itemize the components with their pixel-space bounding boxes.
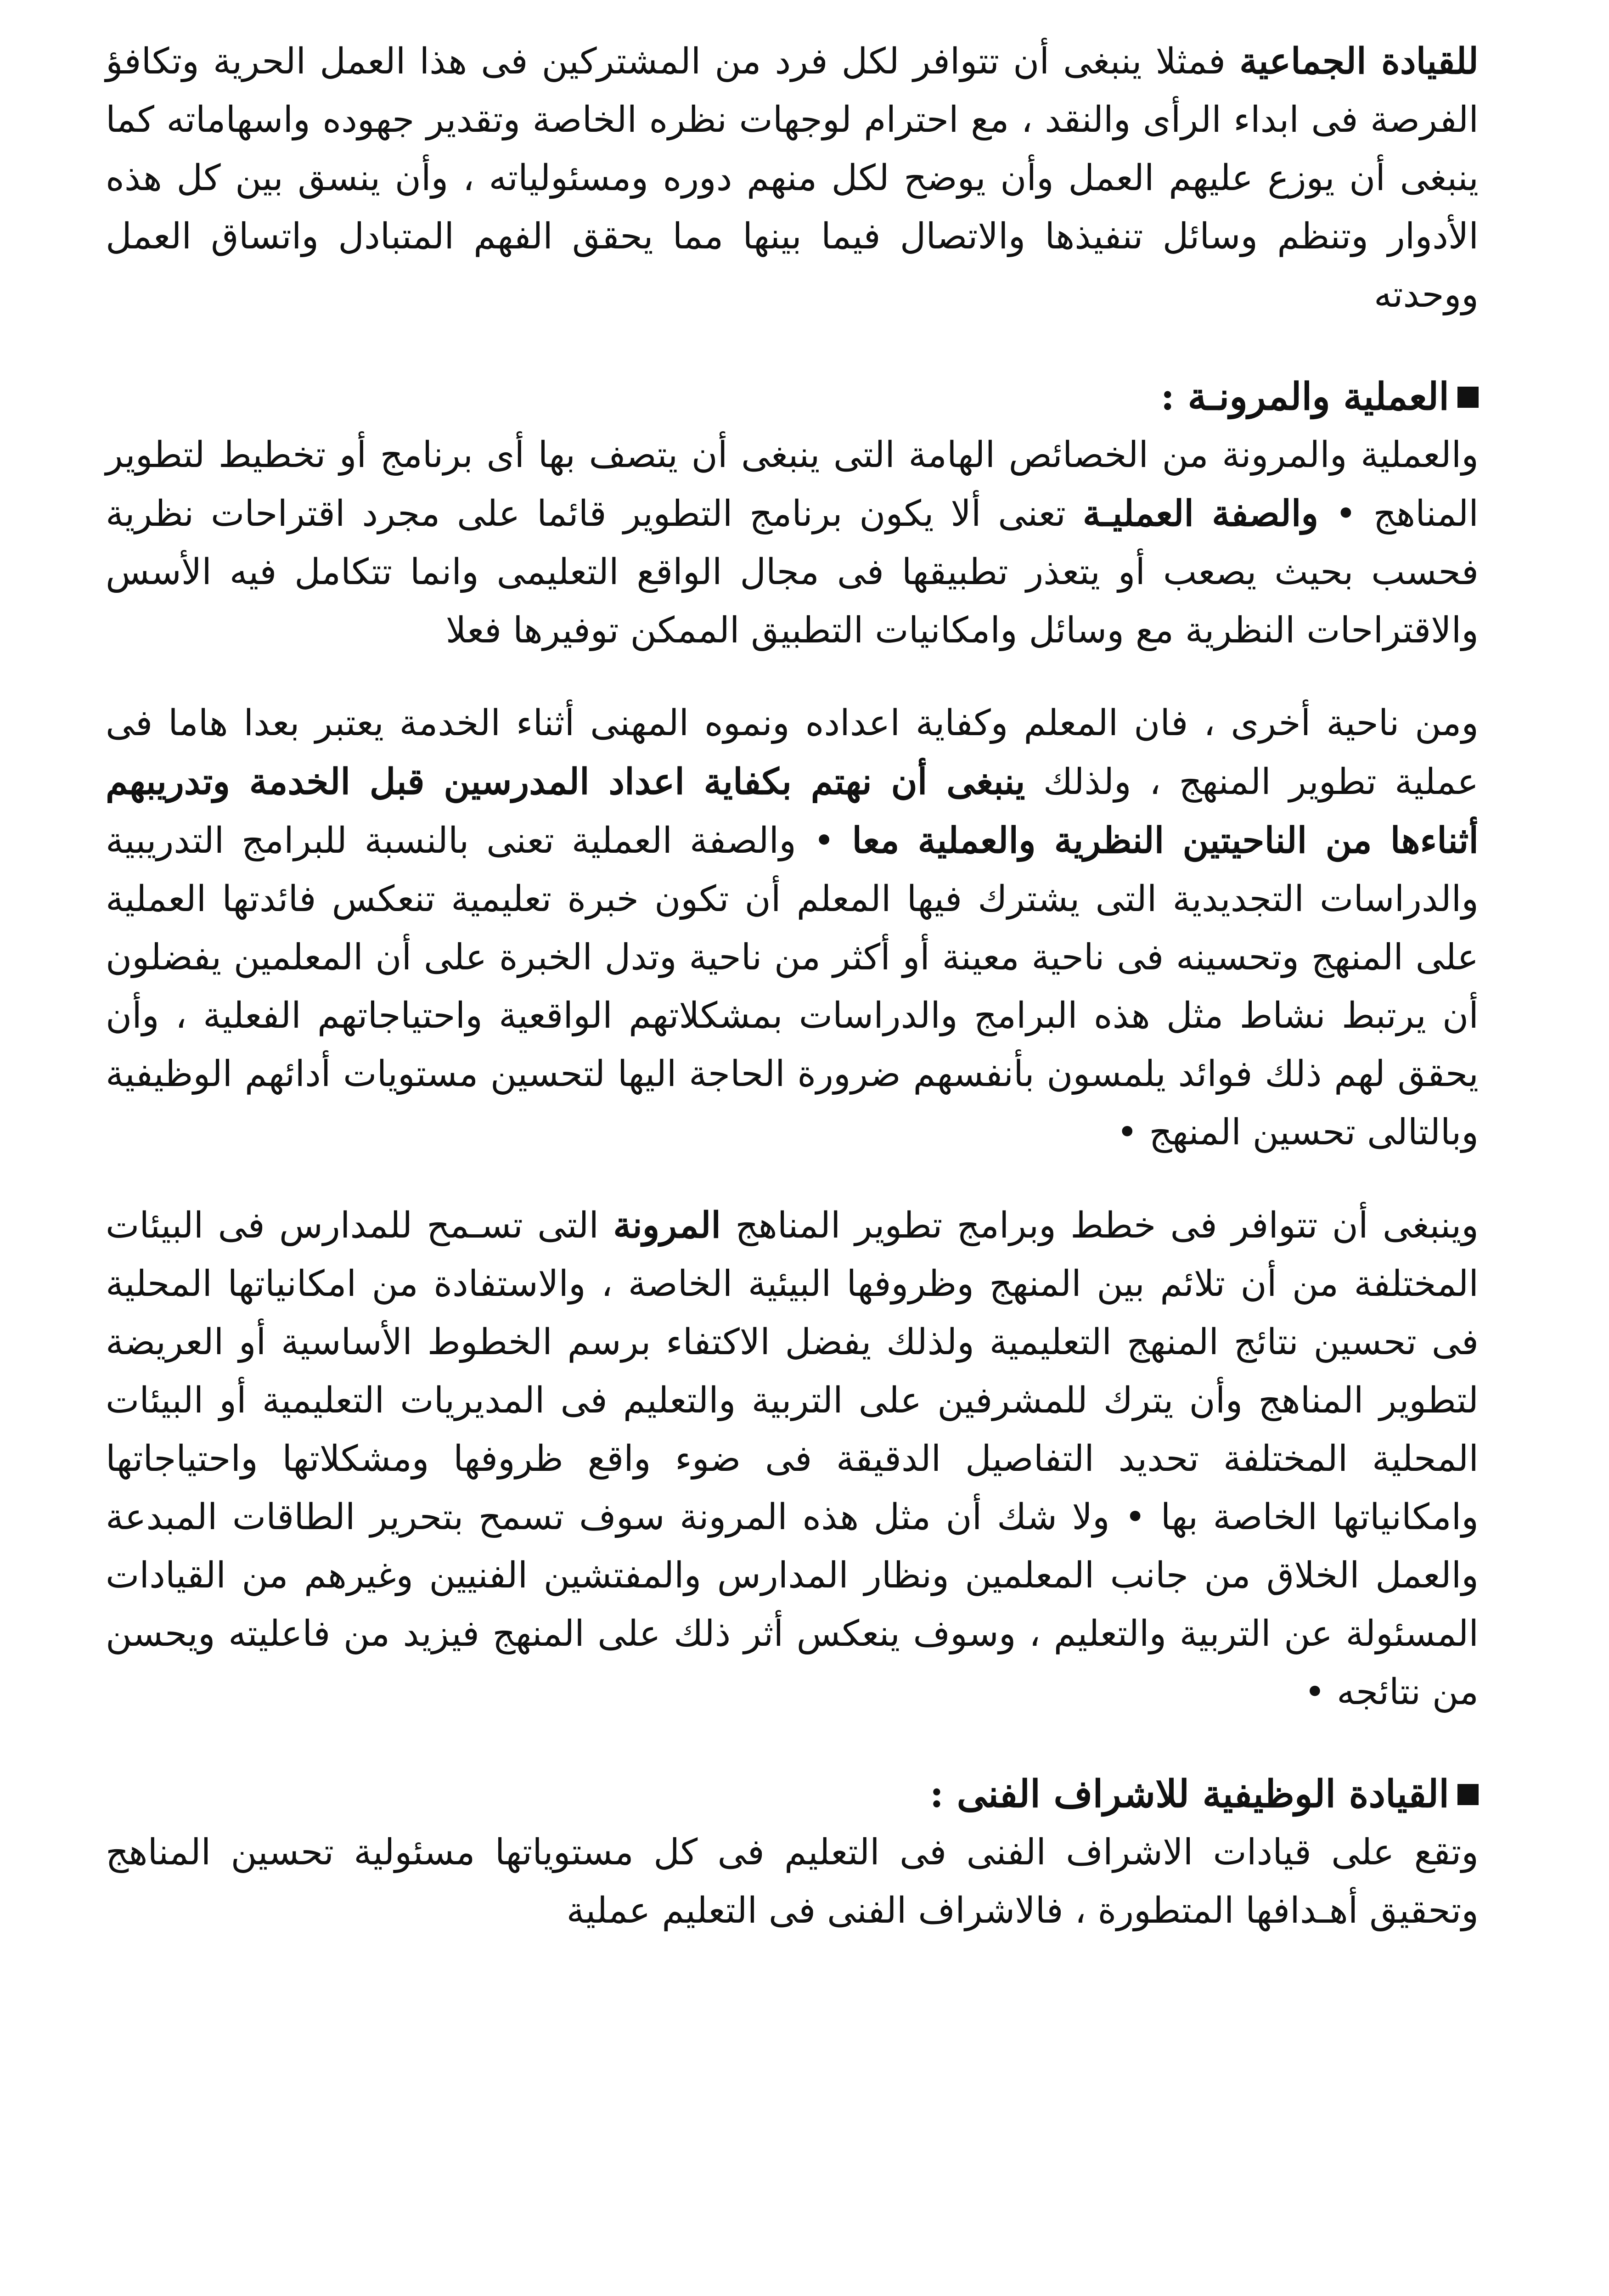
section-heading-functional-leadership	[106, 1765, 1479, 1823]
square-bullet-icon	[1457, 1784, 1479, 1805]
paragraph-text: • والصفة العملية تعنى بالنسبة للبرامج التدريبية والدراسات التجديدية التى يشترك فيها المعلم أن تكون خبرة تعليمية تنعكس فائدتها العملية على المنهج وتحسينه فى ناحية معينة أو أكثر من ناحية وتدل الخبرة على أن المعلمين يفضلون أن يرتبط نشاط مثل هذه البرامج والدراسات بمشكلاتهم الواقعية واحتياجاتهم الفعلية ، وأن يحقق لهم ذلك فوائد يلمسون بأنفسهم ضرورة الحاجة اليها لتحسين مستويات أدائهم الوظيفية وبالتالى تحسين المنهج •	[106, 820, 1479, 1153]
paragraph-text: فمثلا ينبغى أن تتوافر لكل فرد من المشتركين فى هذا العمل الحرية وتكافؤ الفرصة فى ابداء الرأى والنقد ، مع احترام لوجهات نظره الخاصة وتقدير جهوده واسهاماته كما ينبغى أن يوزع عليهم العمل وأن يوضح لكل منهم دوره ومسئولياته ، وأن ينسق بين كل هذه الأدوار وتنظم وسائل تنفيذها والاتصال فيما بينها مما يحقق الفهم المتبادل واتساق العمل ووحدته	[106, 41, 1479, 315]
paragraph-text: ومن ناحية أخرى ، فان المعلم وكفاية اعداده ونموه المهنى أثناء الخدمة يعتبر بعدا هاما فى عملية تطوير المنهج ، ولذلك	[106, 703, 1479, 803]
paragraph-practicality	[106, 426, 1479, 660]
paragraph-technical-supervision	[106, 1823, 1479, 1940]
paragraph-flexibility	[106, 1196, 1479, 1722]
paragraph-text: وينبغى أن تتوافر فى خطط وبرامج تطوير المناهج	[721, 1205, 1479, 1246]
document-page	[106, 32, 1479, 2296]
section-heading-practicality-flexibility	[106, 368, 1479, 426]
heading-text: القيادة الوظيفية للاشراف الفنى :	[929, 1772, 1449, 1816]
paragraph-text: وتقع على قيادات الاشراف الفنى فى التعليم فى كل مستوياتها مسئولية تحسين المناهج وتحقيق أهـدافها المتطورة ، فالاشراف الفنى فى التعليم عملية	[106, 1832, 1479, 1931]
square-bullet-icon	[1457, 387, 1479, 408]
bold-term: والصفة العمليـة	[1082, 493, 1319, 535]
paragraph-text: والعملية والمرونة من الخصائص الهامة التى ينبغى أن يتصف بها أى برنامج أو تخطيط لتطوير المناهج •	[106, 434, 1479, 535]
paragraph-teacher-training	[106, 694, 1479, 1162]
paragraph-text: تعنى ألا يكون برنامج التطوير قائما على مجرد اقتراحات نظرية فحسب بحيث يصعب أو يتعذر تطبيقها فى مجال الواقع التعليمى وانما تتكامل فيه الأسس والاقتراحات النظرية مع وسائل وامكانيات التطبيق الممكن توفيرها فعلا	[106, 493, 1479, 651]
heading-text: العملية والمرونـة :	[1160, 375, 1449, 419]
paragraph-text: التى تسـمح للمدارس فى البيئات المختلفة من أن تلائم بين المنهج وظروفها البيئية الخاصة ، والاستفادة من امكانياتها المحلية فى تحسين نتائج المنهج التعليمية ولذلك يفضل الاكتفاء برسم الخطوط الأساسية أو العريضة لتطوير المناهج وأن يترك للمشرفين على التربية والتعليم فى المديريات التعليمية أو البيئات المحلية المختلفة تحديد التفاصيل الدقيقة فى ضوء واقع ظروفها ومشكلاتها واحتياجاتها وامكانياتها الخاصة بها • ولا شك أن مثل هذه المرونة سوف تسمح بتحرير الطاقات المبدعة والعمل الخلاق من جانب المعلمين ونظار المدارس والمفتشين الفنيين وغيرهم من القيادات المسئولة عن التربية والتعليم ، وسوف ينعكس أثر ذلك على المنهج فيزيد من فاعليته ويحسن من نتائجه •	[106, 1205, 1479, 1713]
paragraph-collective-leadership	[106, 32, 1479, 324]
bold-term: للقيادة الجماعية	[1239, 40, 1479, 82]
bold-statement: ينبغى أن نهتم بكفاية اعداد المدرسين قبل الخدمة وتدريبهم أثناءها من الناحيتين النظرية والعملية معا	[106, 761, 1479, 861]
bold-term: المرونة	[613, 1204, 721, 1246]
